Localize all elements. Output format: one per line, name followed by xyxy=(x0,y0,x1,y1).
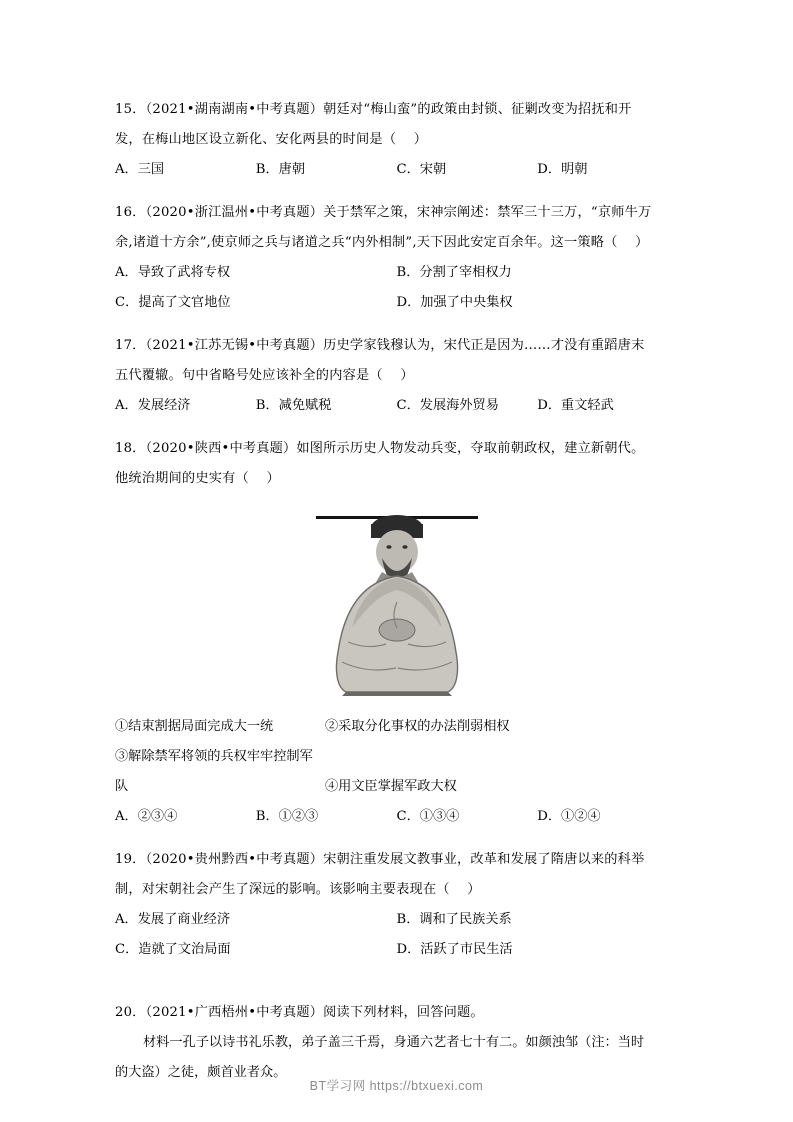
question-19-option-d[interactable]: D．活跃了市民生活 xyxy=(396,942,513,957)
question-16-options-row-1 xyxy=(115,258,678,288)
site-watermark: BT学习网 https://btxuexi.com xyxy=(309,1079,484,1093)
question-15-option-c[interactable]: C．宋朝 xyxy=(396,162,447,177)
question-19-option-a[interactable]: A．发展了商业经济 xyxy=(115,912,231,927)
question-16 xyxy=(115,198,678,318)
question-16-options-row-2 xyxy=(115,288,678,318)
question-18-option-b[interactable]: B．①②③ xyxy=(255,809,319,824)
question-18 xyxy=(115,434,678,832)
question-17-line-2: 五代覆辙。句中省略号处应该补全的内容是（ ） xyxy=(115,368,414,383)
question-19-option-c[interactable]: C．造就了文治局面 xyxy=(115,942,231,957)
question-18-statement-1: ①结束割据局面完成大一统 xyxy=(115,719,274,734)
question-18-options xyxy=(115,802,678,832)
question-20-line-1: 20．（2021•广西梧州•中考真题）阅读下列材料，回答问题。 xyxy=(115,1005,484,1020)
question-15-option-a[interactable]: A．三国 xyxy=(115,162,165,177)
question-20 xyxy=(115,998,678,1088)
question-19 xyxy=(115,845,678,965)
seated-emperor-illustration xyxy=(302,502,492,702)
question-17-options xyxy=(115,391,678,421)
question-18-line-1: 18．（2020•陕西•中考真题）如图所示历史人物发动兵变，夺取前朝政权，建立新朝代。 xyxy=(115,441,645,456)
question-18-statement-2: ②采取分化事权的办法削弱相权 xyxy=(325,719,510,734)
question-18-statement-3: ③解除禁军将领的兵权牢牢控制军队 xyxy=(115,749,313,794)
question-16-option-a[interactable]: A．导致了武将专权 xyxy=(115,265,231,280)
question-15-options xyxy=(115,155,678,185)
question-18-option-c[interactable]: C．①③④ xyxy=(396,809,460,824)
question-15-line-2: 发，在梅山地区设立新化、安化两县的时间是（ ） xyxy=(115,132,428,147)
question-17-line-1: 17．（2021•江苏无锡•中考真题）历史学家钱穆认为，宋代正是因为……才没有重蹈唐末 xyxy=(115,338,645,353)
question-17-option-d[interactable]: D．重文轻武 xyxy=(537,398,614,413)
question-15 xyxy=(115,95,678,185)
question-18-statements-row-2 xyxy=(115,742,678,802)
question-18-statement-4: ④用文臣掌握军政大权 xyxy=(325,779,457,794)
question-19-line-2: 制，对宋朝社会产生了深远的影响。该影响主要表现在（ ） xyxy=(115,882,481,897)
question-15-option-b[interactable]: B．唐朝 xyxy=(255,162,306,177)
question-17-option-a[interactable]: A．发展经济 xyxy=(115,398,191,413)
question-19-option-b[interactable]: B．调和了民族关系 xyxy=(396,912,512,927)
question-18-line-2: 他统治期间的史实有（ ） xyxy=(115,471,280,486)
question-16-option-c[interactable]: C．提高了文官地位 xyxy=(115,295,231,310)
question-17 xyxy=(115,331,678,421)
question-16-line-1: 16．（2020•浙江温州•中考真题）关于禁军之策，宋神宗阐述：禁军三十三万，“京师牛万 xyxy=(115,205,652,220)
question-19-options-row-2 xyxy=(115,935,678,965)
question-19-line-1: 19．（2020•贵州黔西•中考真题）宋朝注重发展文教事业，改革和发展了隋唐以来的科举 xyxy=(115,852,645,867)
question-15-option-d[interactable]: D．明朝 xyxy=(537,162,588,177)
question-20-material-line-1: 材料一孔子以诗书礼乐教，弟子盖三千焉，身通六艺者七十有二。如颜浊邹（注：当时 xyxy=(143,1035,645,1050)
question-18-figure xyxy=(115,502,678,702)
question-19-options-row-1 xyxy=(115,905,678,935)
question-18-option-d[interactable]: D．①②④ xyxy=(537,809,601,824)
question-17-option-b[interactable]: B．减免赋税 xyxy=(255,398,332,413)
question-17-option-c[interactable]: C．发展海外贸易 xyxy=(396,398,499,413)
question-16-option-b[interactable]: B．分割了宰相权力 xyxy=(396,265,512,280)
question-18-statements-row-1 xyxy=(115,712,678,742)
section-spacer xyxy=(115,978,678,998)
question-20-material-line-2: 的大盗）之徒，颇首业者众。 xyxy=(115,1065,287,1080)
question-18-option-a[interactable]: A．②③④ xyxy=(115,809,178,824)
question-16-line-2: 余,诸道十方余”,使京师之兵与诸道之兵“内外相制”,天下因此安定百余年。这一策略（ ） xyxy=(115,235,649,250)
question-16-option-d[interactable]: D．加强了中央集权 xyxy=(396,295,513,310)
question-15-line-1: 15．（2021•湖南湖南•中考真题）朝廷对“梅山蛮”的政策由封锁、征剿改变为招抚和开 xyxy=(115,102,632,117)
